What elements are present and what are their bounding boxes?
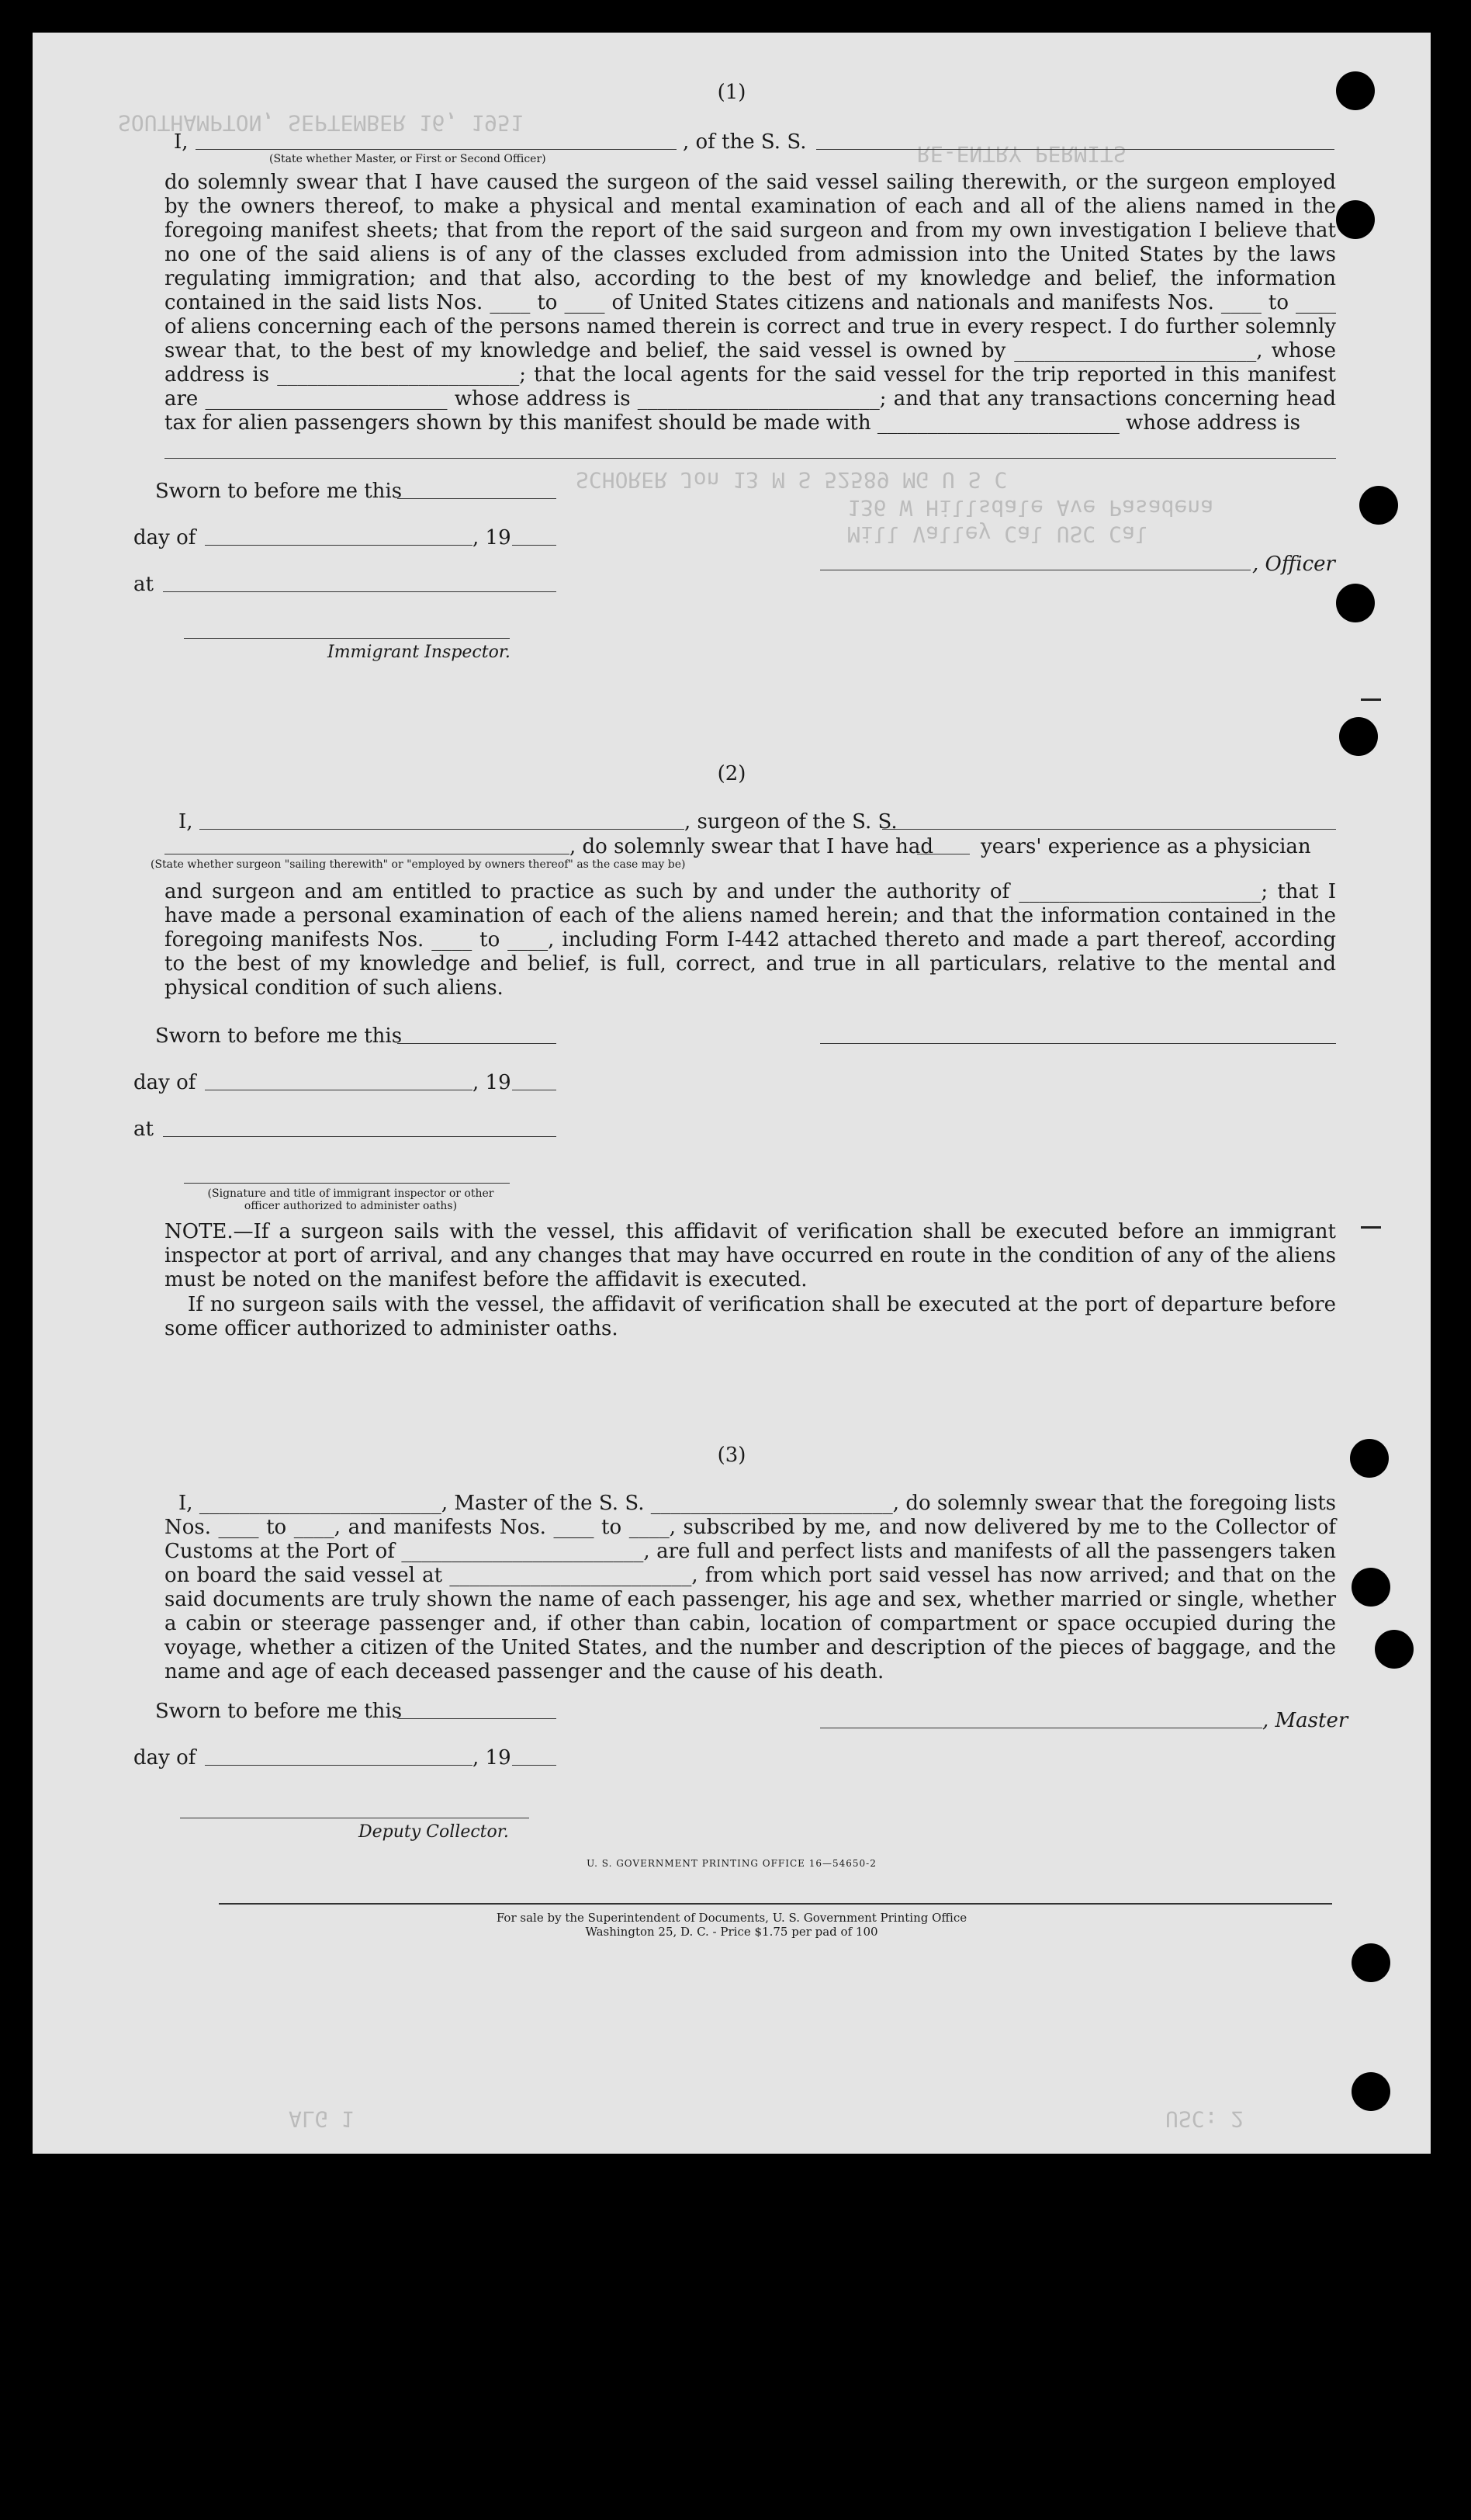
punch-hole bbox=[1352, 2072, 1390, 2111]
bleed-text-top: SOUTHAMPTON, SEPTEMBER 16, 1951 bbox=[118, 110, 524, 136]
s1-year-label: , 19 bbox=[472, 526, 511, 549]
punch-hole bbox=[1336, 71, 1375, 110]
s3-year-line[interactable] bbox=[512, 1765, 556, 1766]
s3-sworn-label: Sworn to before me this bbox=[155, 1700, 403, 1723]
s2-years-label: years' experience as a physician bbox=[981, 835, 1311, 858]
punch-hole bbox=[1336, 200, 1375, 239]
s3-master-label: , Master bbox=[1262, 1709, 1348, 1732]
section-3-number: (3) bbox=[717, 1444, 746, 1467]
punch-hole bbox=[1352, 1568, 1390, 1607]
bleed-text-bottom-right: USC: 2 bbox=[1165, 2106, 1244, 2132]
s3-sworn-line[interactable] bbox=[397, 1718, 556, 1719]
s2-i-label: I, bbox=[178, 810, 193, 834]
s1-inspector-sign-line[interactable] bbox=[184, 638, 510, 639]
s2-sworn-label: Sworn to before me this bbox=[155, 1024, 403, 1048]
s3-oath-text: I, ________________________, Master of the S. S. ________________________, do solemnly swear that the foregoing lists Nos. ____ to ____, and manifests Nos. ____ to ____, subscribed by me, and now delivered by me to the Collector of Customs at the Port of ________________________, are full and perfect lists and manifests of all the passengers taken on board the said vessel at ________________________, from which port said vessel has now arrived; and that on the said documents are truly shown the name of each passenger, his age and sex, whether married or single, whether a cabin or steerage passenger and, if other than cabin, location of compartment or space occupied during the voyage, whether a citizen of the United States, and the number and description of the pieces of baggage, and the name and age of each deceased passenger and the cause of his death. bbox=[164, 1492, 1336, 1683]
punch-hole bbox=[1375, 1630, 1414, 1669]
s1-vessel-label: , of the S. S. bbox=[683, 130, 807, 154]
s2-note-paragraph: NOTE.—If a surgeon sails with the vessel, this affidavit of verification shall be executed before an immigrant inspector at port of arrival, and any changes that may have occurred en route in the condition of any of the aliens must be noted on the manifest before the affidavit is executed. bbox=[164, 1220, 1336, 1291]
bleed-text-row3: Mill Valley Cal USC Cal bbox=[847, 522, 1148, 547]
s2-day-label: day of bbox=[133, 1071, 196, 1094]
punch-hole bbox=[1339, 717, 1378, 756]
s1-officer-note: (State whether Master, or First or Second Officer) bbox=[269, 153, 546, 165]
s2-note-paragraph-2: If no surgeon sails with the vessel, the affidavit of verification shall be executed at the port of departure before some officer authorized to administer oaths. bbox=[164, 1293, 1336, 1340]
s1-i-label: I, bbox=[174, 130, 189, 154]
s3-day-line[interactable] bbox=[205, 1765, 472, 1766]
s2-signature-note: (Signature and title of immigrant inspector or other officer authorized to administer oaths) bbox=[207, 1187, 494, 1212]
s1-officer-name-line[interactable] bbox=[196, 149, 677, 150]
bleed-text-bottom-left: ALG 1 bbox=[289, 2106, 355, 2132]
bleed-text-row2: 136 W Hillsdale Ave Pasadena bbox=[847, 495, 1214, 521]
bleed-text-permits: RE-ENTRY PERMITS bbox=[917, 141, 1127, 167]
s2-surgeon-name-line[interactable] bbox=[199, 829, 684, 830]
s1-at-line[interactable] bbox=[163, 591, 556, 592]
s3-year-label: , 19 bbox=[472, 1746, 511, 1770]
s1-vessel-line[interactable] bbox=[816, 149, 1334, 150]
s2-surgeon-label: , surgeon of the S. S. bbox=[684, 810, 898, 834]
punch-hole bbox=[1352, 1943, 1390, 1982]
bleed-text-row1: SCHORER Jon 13 M S 52589 MG U S C bbox=[576, 467, 1008, 493]
manifest-reverse-page bbox=[33, 33, 1431, 2154]
section-2-number: (2) bbox=[717, 762, 746, 785]
s1-day-label: day of bbox=[133, 526, 196, 549]
s1-address-line[interactable] bbox=[164, 458, 1336, 459]
s1-sworn-line[interactable] bbox=[397, 498, 556, 499]
s2-vessel-line[interactable] bbox=[882, 829, 1336, 830]
s1-oath-text: do solemnly swear that I have caused the surgeon of the said vessel sailing therewith, or the surgeon employed by the owners thereof, to make a physical and mental examination of each and all of the aliens named in the foregoing manifest sheets; that from the report of the said surgeon and from my own investigation I believe that no one of the said aliens is of any of the classes excluded from admission into the United States by the laws regulating immigration; and that also, according to the best of my knowledge and belief, the information contained in the said lists Nos. ____ to ____ of United States citizens and nationals and manifests Nos. ____ to ____ of aliens concerning each of the persons named therein is correct and true in every respect. I do further solemnly swear that, to the best of my knowledge and belief, the said vessel is owned by ________________________, whose address is ________________________; that the local agents for the said vessel for the trip reported in this manifest are ________________________ whose address is ________________________; and that any transactions concerning head tax for alien passengers shown by this manifest should be made with ________________________ whose address is bbox=[164, 171, 1336, 435]
punch-hole bbox=[1359, 486, 1398, 525]
s1-officer-label: , Officer bbox=[1252, 553, 1335, 576]
s2-surgeon-sign-line[interactable] bbox=[820, 1043, 1336, 1044]
s2-oath-text: and surgeon and am entitled to practice as such by and under the authority of ________________________; that I have made a personal examination of each of the aliens named herein; and that the information contained in the foregoing manifests Nos. ____ to ____, including Form I-442 attached thereto and made a part thereof, according to the best of my knowledge and belief, is full, correct, and true in all particulars, relative to the mental and physical condition of such aliens. bbox=[164, 880, 1336, 1000]
punch-hole bbox=[1336, 584, 1375, 622]
s2-year-label: , 19 bbox=[472, 1071, 511, 1094]
sale-line-2: Washington 25, D. C. - Price $1.75 per pad of 100 bbox=[585, 1925, 878, 1939]
s2-inspector-sign-line[interactable] bbox=[184, 1183, 510, 1184]
s1-year-line[interactable] bbox=[512, 545, 556, 546]
s3-day-label: day of bbox=[133, 1746, 196, 1770]
s2-sworn-line[interactable] bbox=[397, 1043, 556, 1044]
s2-at-line[interactable] bbox=[163, 1136, 556, 1137]
s1-day-line[interactable] bbox=[205, 545, 472, 546]
gpo-imprint: U. S. GOVERNMENT PRINTING OFFICE 16—54650-2 bbox=[587, 1858, 877, 1869]
sale-line-1: For sale by the Superintendent of Documents, U. S. Government Printing Office bbox=[496, 1911, 967, 1925]
s1-at-label: at bbox=[133, 573, 154, 596]
s1-sworn-label: Sworn to before me this bbox=[155, 480, 403, 503]
edge-tick-mark bbox=[1361, 1226, 1381, 1229]
s2-surgeon-note: (State whether surgeon "sailing therewith" or "employed by owners thereof" as the case may be) bbox=[151, 858, 686, 871]
s2-swear-label: , do solemnly swear that I have had bbox=[569, 835, 934, 858]
section-1-number: (1) bbox=[717, 81, 746, 104]
footer-rule bbox=[219, 1903, 1332, 1905]
s1-inspector-label: Immigrant Inspector. bbox=[327, 643, 511, 662]
punch-hole bbox=[1350, 1439, 1389, 1478]
edge-tick-mark bbox=[1361, 698, 1381, 701]
s3-collector-label: Deputy Collector. bbox=[358, 1822, 509, 1842]
s2-at-label: at bbox=[133, 1118, 154, 1141]
